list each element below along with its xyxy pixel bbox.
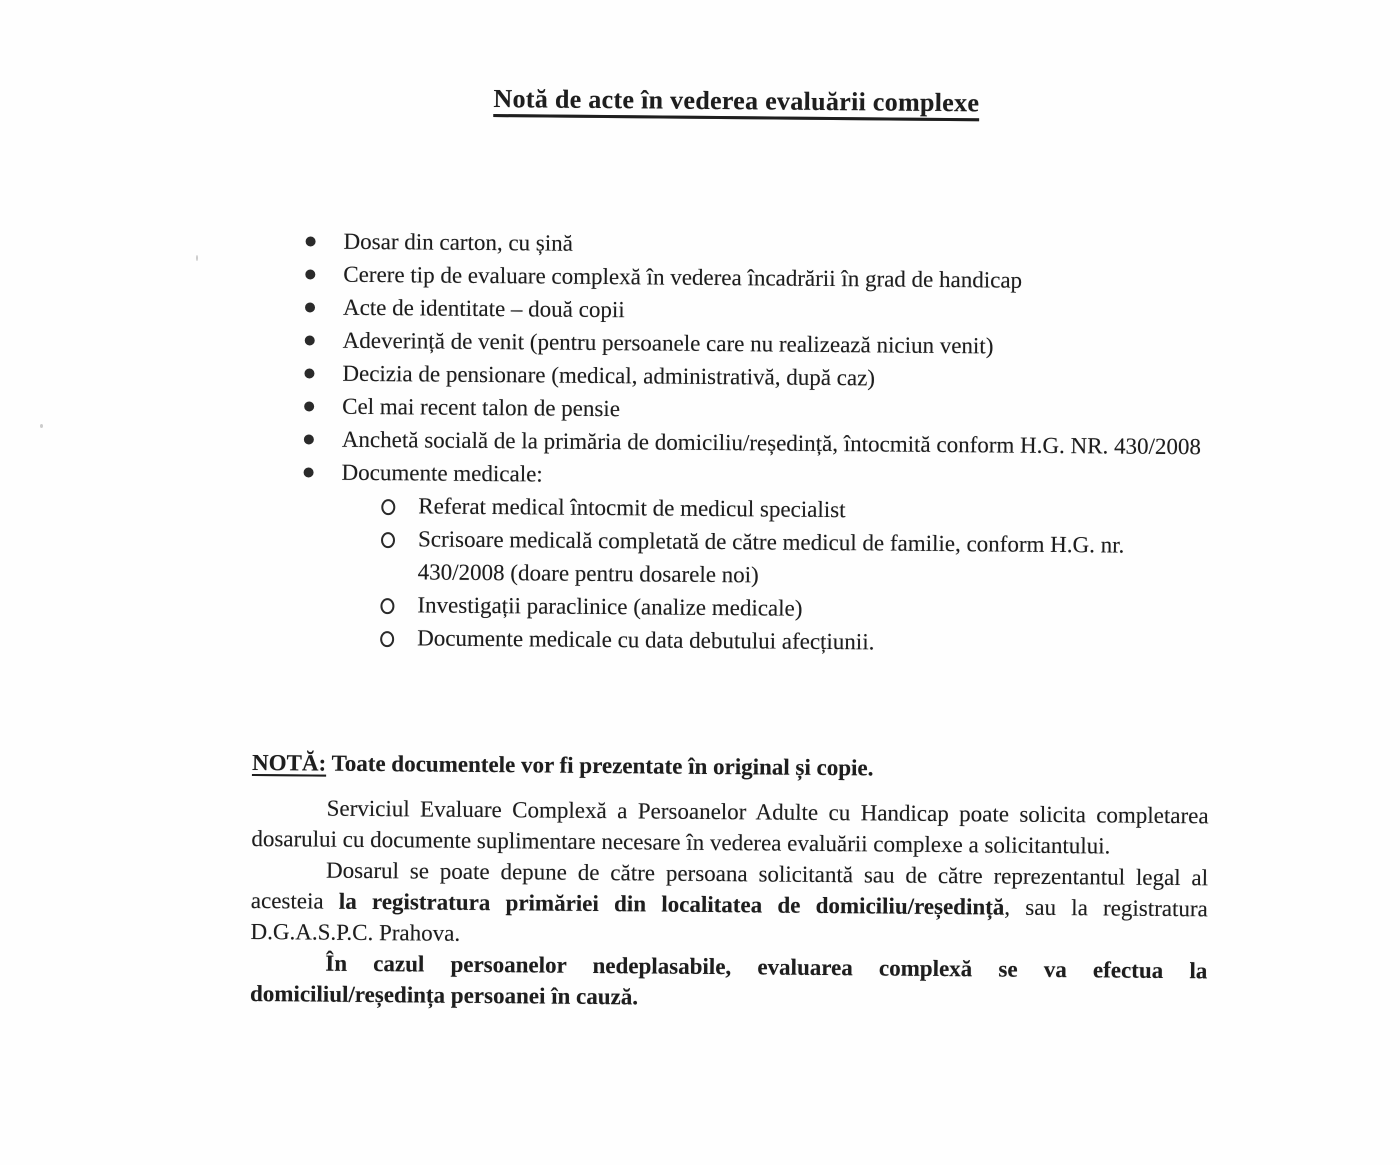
paragraph-submission-bold: la registratura primăriei din localitatea de domiciliu/reședință xyxy=(338,888,1005,920)
note-text: Toate documentele vor fi prezentate în original și copie. xyxy=(331,750,874,781)
paragraph-submission-pre: Dosarul se poate depune de către persoana solicitantă sau de către reprezentantul legal al acesteia xyxy=(250,857,1209,914)
list-item-text: Documente medicale: xyxy=(341,459,543,487)
circle-bullet-icon xyxy=(381,499,395,515)
document-content xyxy=(250,82,1215,1017)
medical-documents-sublist xyxy=(380,489,1211,661)
bullet-icon xyxy=(305,269,315,279)
note-label: NOTĂ: xyxy=(251,749,327,776)
list-item-text: Adeverință de venit (pentru persoanele care nu realizează niciun venit) xyxy=(342,327,994,359)
list-item-text: Decizia de pensionare (medical, administrativă, după caz) xyxy=(342,360,876,391)
document-checklist xyxy=(300,224,1214,661)
list-item-text: Dosar din carton, cu șină xyxy=(343,228,574,256)
sub-list-item-text: Scrisoare medicală completată de către medicul de familie, conform H.G. nr. 430/2008 (doare pentru dosarele noi) xyxy=(417,526,1125,588)
sub-list-item xyxy=(380,621,1210,661)
list-item-text: Cerere tip de evaluare complexă în vederea încadrării în grad de handicap xyxy=(343,261,1023,293)
bullet-icon xyxy=(304,467,314,477)
bullet-icon xyxy=(304,401,314,411)
bullet-icon xyxy=(304,434,314,444)
sub-list-item-text: Referat medical întocmit de medicul specialist xyxy=(418,493,846,523)
list-item-text: Acte de identitate – două copii xyxy=(342,294,625,323)
paragraph-service: Serviciul Evaluare Complexă a Persoanelor Adulte cu Handicap poate solicita completarea dosarului cu documente suplimentare necesare în vederea evaluării complexe a solicitantului. xyxy=(251,795,1209,859)
sub-list-item xyxy=(381,522,1212,595)
bullet-icon xyxy=(304,368,314,378)
list-item xyxy=(300,455,1212,661)
paragraph-nontransportable: În cazul persoanelor nedeplasabile, evaluarea complexă se va efectua la domiciliul/reședința persoanei în cauză. xyxy=(249,950,1208,1010)
list-item-text: Anchetă socială de la primăria de domiciliu/reședință, întocmită conform H.G. NR. 430/2008 xyxy=(341,426,1202,460)
circle-bullet-icon xyxy=(380,598,394,614)
paragraph-submission-post: , sau la registratura D.G.A.S.P.C. Prahova. xyxy=(250,894,1208,946)
bullet-icon xyxy=(305,302,315,312)
circle-bullet-icon xyxy=(380,631,394,647)
document-title: Notă de acte în vederea evaluării complexe xyxy=(493,84,980,118)
sub-list-item-text: Investigații paraclinice (analize medicale) xyxy=(417,592,803,621)
list-item-text: Cel mai recent talon de pensie xyxy=(342,393,621,422)
paragraph-submission xyxy=(250,854,1208,955)
bullet-icon xyxy=(306,236,316,246)
note-paragraph xyxy=(252,747,1209,786)
circle-bullet-icon xyxy=(381,532,395,548)
scan-artifact xyxy=(40,424,43,428)
sub-list-item-text: Documente medicale cu data debutului afecțiunii. xyxy=(417,625,875,655)
bullet-icon xyxy=(305,335,315,345)
scan-artifact xyxy=(196,255,198,261)
